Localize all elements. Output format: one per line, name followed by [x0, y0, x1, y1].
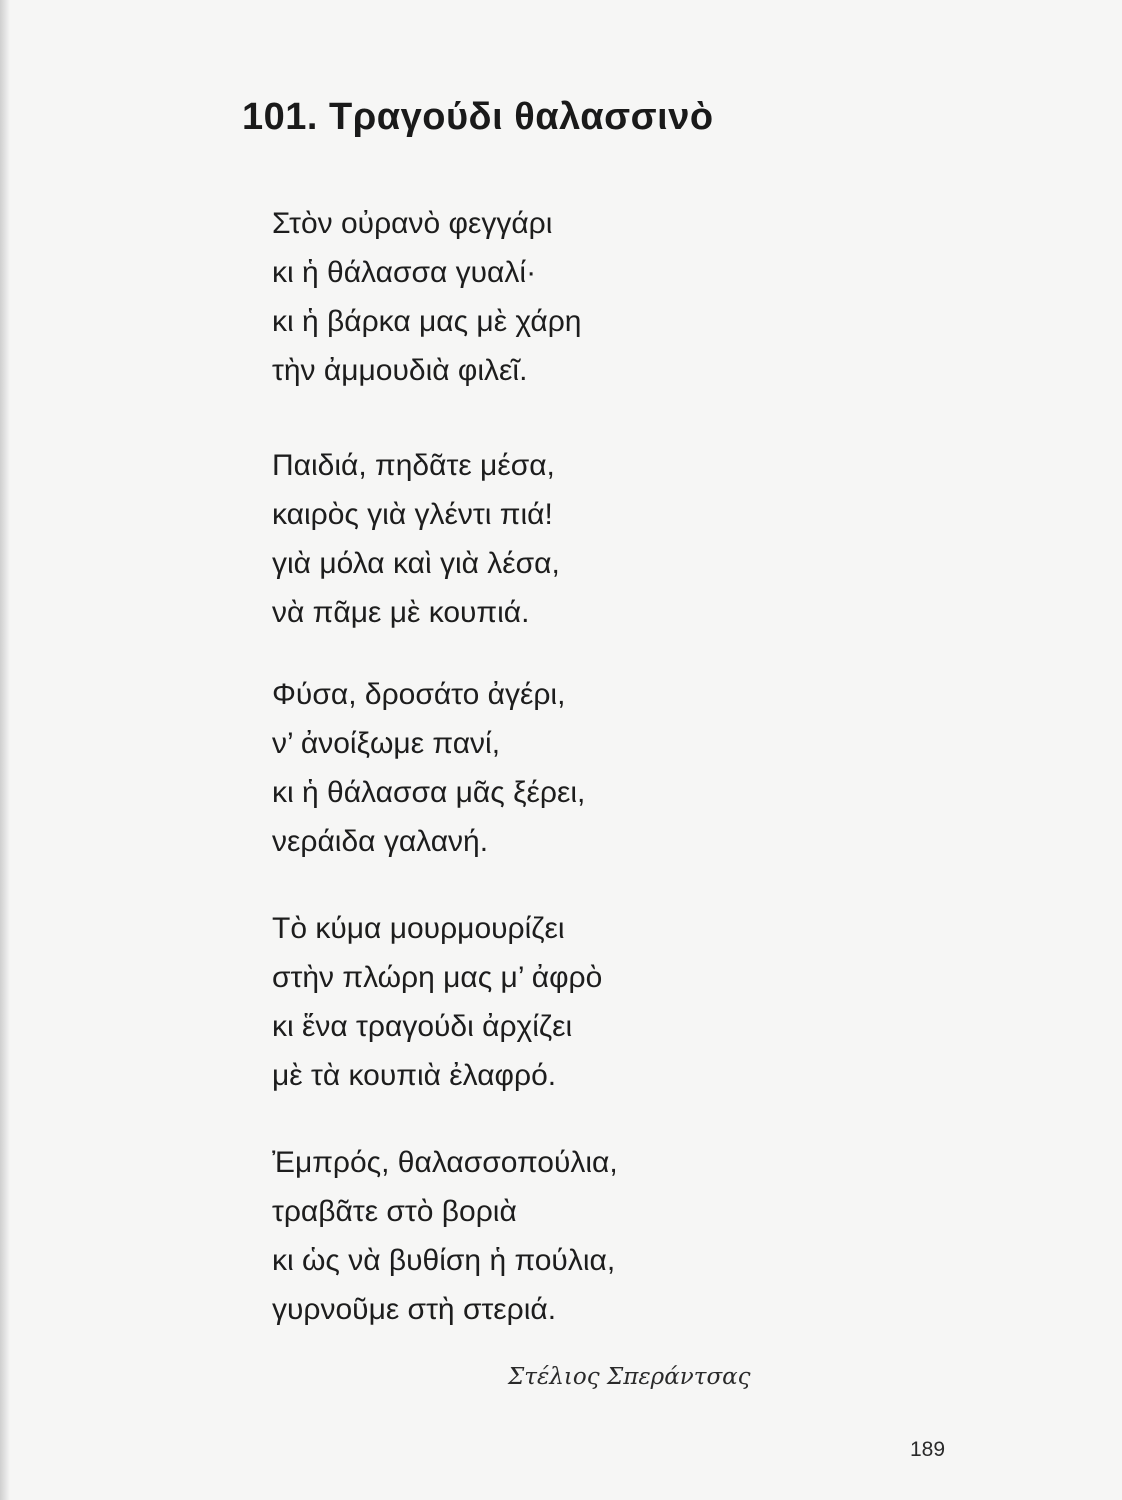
- stanza-3: [272, 670, 585, 866]
- verse-line: Τὸ κύμα μουρμουρίζει: [272, 912, 565, 945]
- verse-line: Φύσα, δροσάτο ἀγέρι,: [272, 678, 566, 711]
- page-number: 189: [910, 1438, 946, 1461]
- verse-line: κι ὡς νὰ βυθίση ἡ πούλια,: [272, 1244, 616, 1277]
- stanza-5: [272, 1138, 618, 1334]
- verse-line: στὴν πλώρη μας μ’ ἀφρὸ: [272, 961, 603, 994]
- verse-line: κι ἡ θάλασσα μᾶς ξέρει,: [272, 776, 586, 809]
- verse-line: κι ἡ θάλασσα γυαλί·: [272, 256, 537, 289]
- verse-line: γυρνοῦμε στὴ στεριά.: [272, 1293, 557, 1326]
- verse-line: τὴν ἀμμουδιὰ φιλεῖ.: [272, 354, 528, 387]
- verse-line: Παιδιά, πηδᾶτε μέσα,: [272, 449, 555, 482]
- poem-author: Στέλιος Σπεράντσας: [508, 1364, 751, 1390]
- verse-line: καιρὸς γιὰ γλέντι πιά!: [272, 498, 553, 531]
- stanza-2: [272, 441, 560, 637]
- poem-title: 101. Τραγούδι θαλασσινὸ: [242, 96, 714, 138]
- verse-line: ν’ ἀνοίξωμε πανί,: [272, 727, 501, 760]
- stanza-1: [272, 199, 581, 395]
- verse-line: Ἐμπρός, θαλασσοπούλια,: [272, 1146, 618, 1179]
- verse-line: κι ἕνα τραγούδι ἀρχίζει: [272, 1010, 573, 1043]
- verse-line: κι ἡ βάρκα μας μὲ χάρη: [272, 305, 582, 338]
- verse-line: γιὰ μόλα καὶ γιὰ λέσα,: [272, 547, 560, 580]
- verse-line: νεράιδα γαλανή.: [272, 825, 489, 858]
- verse-line: τραβᾶτε στὸ βοριὰ: [272, 1195, 517, 1228]
- stanza-4: [272, 904, 602, 1100]
- verse-line: Στὸν οὐρανὸ φεγγάρι: [272, 207, 553, 240]
- verse-line: νὰ πᾶμε μὲ κουπιά.: [272, 596, 530, 629]
- verse-line: μὲ τὰ κουπιὰ ἐλαφρό.: [272, 1059, 557, 1092]
- page-binding-shadow: [0, 0, 10, 1500]
